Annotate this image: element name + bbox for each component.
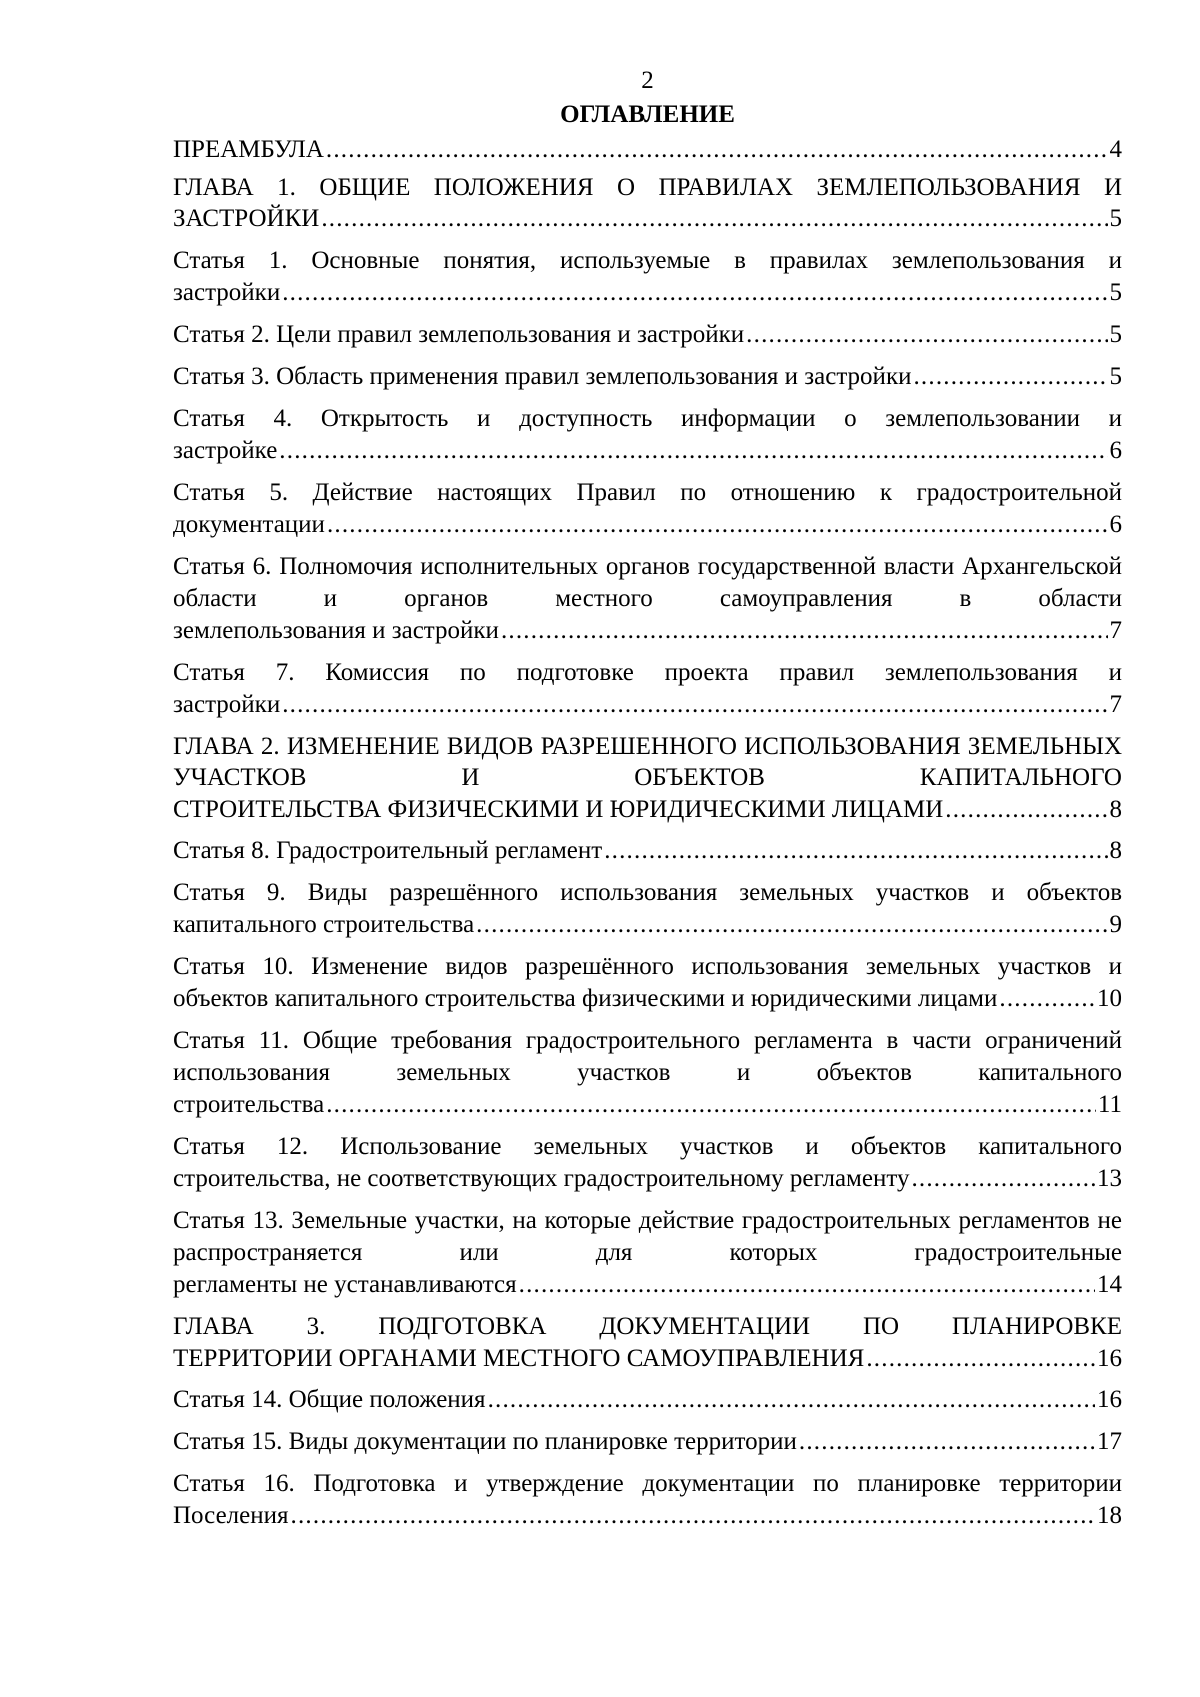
toc-entry-last-line [173,615,1122,647]
toc-entry-lead-text: Статья 4. Открытость и доступность информации о землепользовании и [173,404,1122,432]
toc-entry-page: 18 [1097,1502,1122,1529]
toc-entry-page: 8 [1109,795,1122,823]
toc-entry[interactable] [173,1311,1122,1374]
toc-entry-page: 9 [1109,911,1122,938]
toc-entry-page: 8 [1109,837,1122,864]
dot-leader [282,689,1107,721]
toc-entry-text: Статья 14. Общие положения [173,1386,486,1413]
toc-entry-page: 17 [1097,1428,1122,1455]
toc-entry-last-line [173,689,1122,721]
toc-entry[interactable] [173,134,1122,166]
toc-entry[interactable] [173,172,1122,235]
dot-leader [913,361,1107,393]
dot-leader [291,1500,1095,1532]
toc-entry-text: застройки [173,278,281,306]
toc-title: ОГЛАВЛЕНИЕ [560,101,735,128]
toc-entry[interactable] [173,657,1122,721]
toc-entry-text: ТЕРРИТОРИИ ОРГАНАМИ МЕСТНОГО САМОУПРАВЛЕНИЯ [173,1344,865,1372]
toc-entry-last-line [173,319,1122,351]
toc-entry-lead-text: Статья 1. Основные понятия, используемые в правилах землепользования и [173,246,1122,274]
dot-leader [326,1089,1096,1121]
toc-entry-last-line [173,134,1122,166]
toc-entry-lead-text: Статья 13. Земельные участки, на которые действие градостроительных регламентов не распространяется или для которых градостроительные [173,1207,1122,1266]
toc-entry-text: капитального строительства [173,911,475,938]
toc-entry-page: 10 [1097,985,1122,1012]
toc-entry-lead-text: ГЛАВА 2. ИЗМЕНЕНИЕ ВИДОВ РАЗРЕШЕННОГО ИСПОЛЬЗОВАНИЯ ЗЕМЕЛЬНЫХ УЧАСТКОВ И ОБЪЕКТОВ КАПИТАЛЬНОГО [173,732,1122,791]
dot-leader [279,435,1107,467]
toc-entry-page: 6 [1109,510,1122,538]
dot-leader [911,1163,1095,1195]
toc-entry-text: СТРОИТЕЛЬСТВА ФИЗИЧЕСКИМИ И ЮРИДИЧЕСКИМИ ЛИЦАМИ [173,795,944,823]
toc-entry-text: Статья 8. Градостроительный регламент [173,837,603,864]
toc-entry-text: регламенты не устанавливаются [173,1271,517,1298]
toc-entry[interactable] [173,477,1122,541]
toc-entry[interactable] [173,551,1122,647]
toc-entry-text: строительства [173,1091,325,1118]
toc-entry[interactable] [173,1025,1122,1121]
toc-entry-lead-text: ГЛАВА 1. ОБЩИЕ ПОЛОЖЕНИЯ О ПРАВИЛАХ ЗЕМЛЕПОЛЬЗОВАНИЯ И [173,173,1122,201]
toc-entry-lead-text: Статья 9. Виды разрешённого использования земельных участков и объектов [173,879,1122,906]
dot-leader [519,1269,1095,1301]
toc-entry-last-line [173,435,1122,467]
toc-entry-lead-text: Статья 11. Общие требования градостроительного регламента в части ограничений использования земельных участков и объектов капитального [173,1027,1122,1086]
dot-leader [866,1343,1095,1375]
toc-entry-text: ПРЕАМБУЛА [173,136,324,163]
toc-entry-text: Статья 2. Цели правил землепользования и застройки [173,320,745,348]
toc-entry[interactable] [173,245,1122,309]
toc-entry[interactable] [173,731,1122,826]
toc-entry[interactable] [173,835,1122,867]
toc-entry-text: застройке [173,436,278,464]
toc-entry-last-line [173,1500,1122,1532]
toc-entry-page: 5 [1109,205,1122,232]
toc-entry-last-line [173,1426,1122,1458]
dot-leader [746,319,1107,351]
toc-entry-last-line [173,361,1122,393]
toc-entry-text: застройки [173,690,281,718]
toc-entry[interactable] [173,1468,1122,1532]
toc-entry-text: землепользования и застройки [173,616,499,644]
toc-entry-page: 16 [1097,1386,1122,1413]
table-of-contents [173,134,1122,1532]
toc-entry-page: 14 [1097,1271,1122,1298]
toc-entry[interactable] [173,403,1122,467]
toc-entry-page: 6 [1109,436,1122,464]
toc-entry-page: 5 [1109,278,1122,306]
dot-leader [604,835,1107,867]
toc-entry-page: 5 [1109,362,1122,390]
toc-entry-last-line [173,835,1122,867]
toc-entry[interactable] [173,1131,1122,1195]
toc-entry-last-line [173,509,1122,541]
toc-entry-text: объектов капитального строительства физическими и юридическими лицами [173,985,998,1012]
dot-leader [282,277,1107,309]
toc-entry-page: 11 [1097,1091,1122,1118]
toc-entry-last-line [173,277,1122,309]
toc-entry-text: ЗАСТРОЙКИ [173,205,320,232]
toc-entry-text: документации [173,510,325,538]
toc-entry-lead-text: Статья 10. Изменение видов разрешённого использования земельных участков и [173,953,1122,980]
dot-leader [945,794,1107,826]
toc-entry[interactable] [173,1205,1122,1301]
toc-entry-last-line [173,1089,1122,1121]
page-number: 2 [641,67,654,94]
toc-entry-lead-text: Статья 16. Подготовка и утверждение документации по планировке территории [173,1470,1122,1497]
dot-leader [326,134,1108,166]
toc-entry-last-line [173,794,1122,826]
toc-entry-lead-text: Статья 12. Использование земельных участков и объектов капитального [173,1133,1122,1160]
toc-entry-page: 7 [1109,690,1122,718]
toc-entry[interactable] [173,1384,1122,1416]
dot-leader [799,1426,1095,1458]
toc-entry-last-line [173,909,1122,941]
dot-leader [321,203,1107,235]
toc-entry-last-line [173,1384,1122,1416]
toc-entry-lead-text: ГЛАВА 3. ПОДГОТОВКА ДОКУМЕНТАЦИИ ПО ПЛАНИРОВКЕ [173,1313,1122,1340]
toc-entry[interactable] [173,361,1122,393]
toc-entry-last-line [173,1343,1122,1375]
toc-entry-text: строительства, не соответствующих градостроительному регламенту [173,1165,910,1192]
toc-entry-last-line [173,983,1122,1015]
dot-leader [327,509,1108,541]
toc-entry-lead-text: Статья 7. Комиссия по подготовке проекта правил землепользования и [173,658,1122,686]
toc-entry-page: 7 [1109,616,1122,644]
toc-entry-last-line [173,203,1122,235]
toc-entry-text: Статья 15. Виды документации по планировке территории [173,1428,797,1455]
toc-entry-page: 5 [1109,320,1122,348]
dot-leader [501,615,1108,647]
dot-leader [488,1384,1095,1416]
toc-entry-page: 16 [1097,1344,1122,1372]
toc-entry-page: 4 [1109,136,1122,163]
dot-leader [999,983,1095,1015]
toc-entry[interactable] [173,1426,1122,1458]
toc-entry-page: 13 [1097,1165,1122,1192]
toc-entry-text: Поселения [173,1502,289,1529]
toc-entry-lead-text: Статья 5. Действие настоящих Правил по отношению к градостроительной [173,478,1122,506]
toc-entry-lead-text: Статья 6. Полномочия исполнительных органов государственной власти Архангельской области и органов местного самоуправления в области [173,552,1122,612]
toc-entry-last-line [173,1163,1122,1195]
toc-entry-text: Статья 3. Область применения правил землепользования и застройки [173,362,912,390]
toc-entry[interactable] [173,319,1122,351]
toc-entry[interactable] [173,877,1122,941]
dot-leader [476,909,1107,941]
document-page [173,64,1122,1542]
toc-entry[interactable] [173,951,1122,1015]
toc-entry-last-line [173,1269,1122,1301]
